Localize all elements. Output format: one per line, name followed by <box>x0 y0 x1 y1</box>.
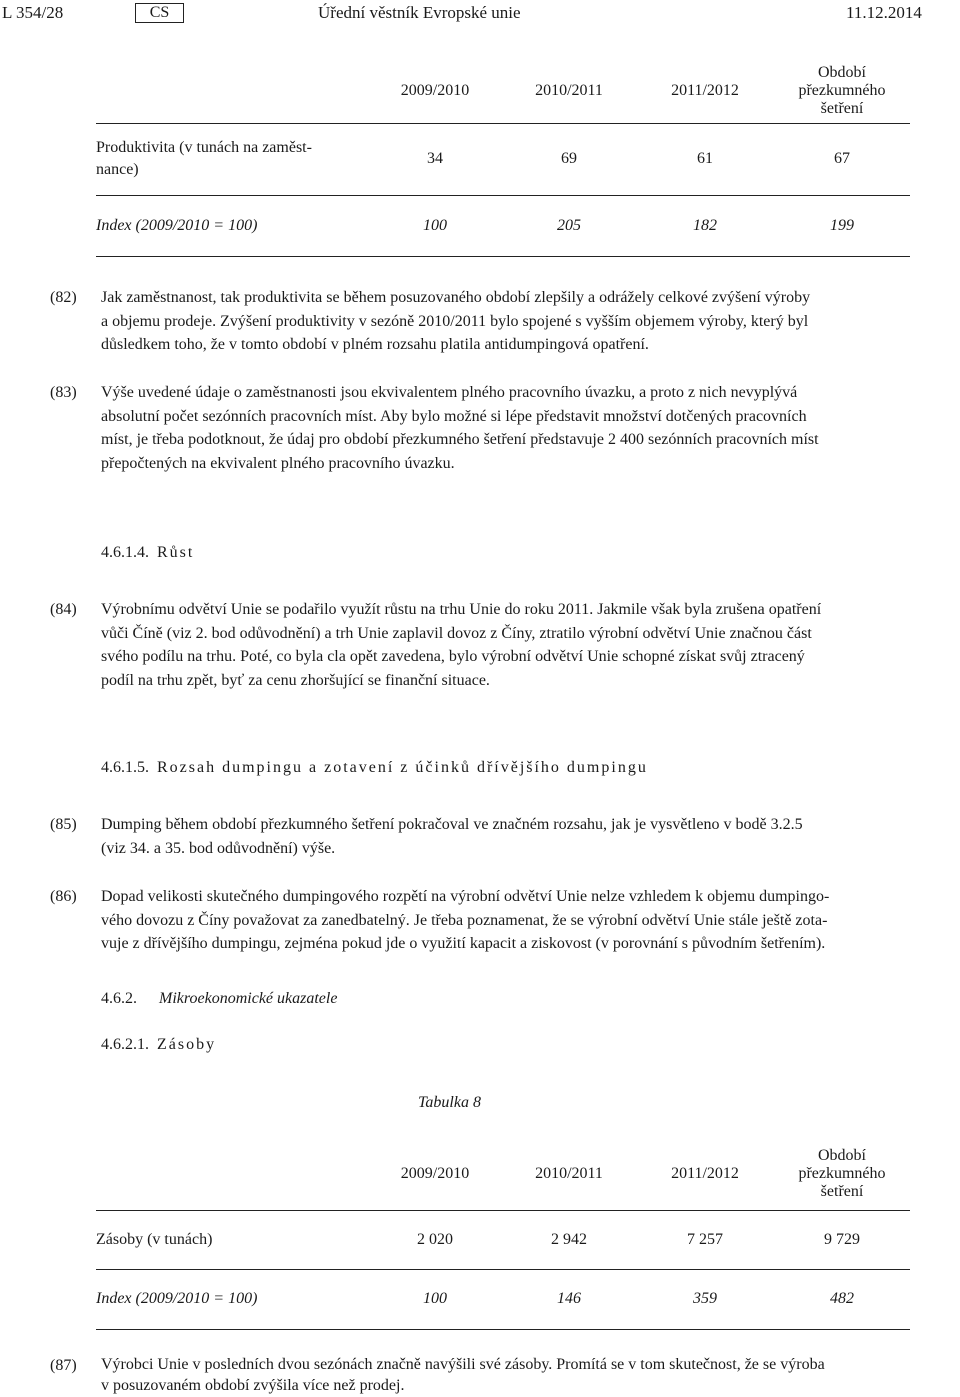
journal-title: Úřední věstník Evropské unie <box>318 3 521 22</box>
paragraph-87 <box>50 1354 910 1396</box>
table-row <box>96 1210 910 1269</box>
table-header-row <box>96 1138 910 1210</box>
section-heading-dumping <box>101 757 648 779</box>
paragraph-text: Dumping během období přezkumného šetření pokračoval ve značném rozsahu, jak je vysvětleno v bodě 3.2.5 (viz 34. a 35. bod odůvodnění) výše. <box>101 816 803 857</box>
table-cell: 205 <box>502 195 636 256</box>
paragraph-number: (83) <box>50 384 77 401</box>
column-header: 2010/2011 <box>502 59 636 123</box>
paragraph-text: Výrobnímu odvětví Unie se podařilo využít růstu na trhu Unie do roku 2011. Jakmile však byla zrušena opatření vůči Číně (viz 2. bod odůvodnění) a trh Unie zaplavil dovoz z Číny, ztratilo výrobní odvětví Unie značnou část svého podílu na trhu. Poté, co byla cla opět zavedena, bylo výrobní odvětví Unie schopné získat svůj ztracený podíl na trhu zpět, byť za cenu zhoršující se finanční situace. <box>101 601 822 689</box>
table-cell: 67 <box>774 123 910 195</box>
table-cell: 9 729 <box>774 1210 910 1269</box>
column-header: 2011/2012 <box>636 59 774 123</box>
section-title: Zásoby <box>157 1036 217 1053</box>
paragraph-number: (85) <box>50 816 77 833</box>
section-number: 4.6.2.1. <box>101 1036 149 1053</box>
section-title: Růst <box>157 544 195 561</box>
row-label: Produktivita (v tunách na zaměst- nance) <box>96 123 368 195</box>
section-number: 4.6.1.5. <box>101 759 149 776</box>
table-cell: 146 <box>502 1269 636 1329</box>
paragraph-83 <box>50 381 910 475</box>
table-cell: 100 <box>368 1269 502 1329</box>
table-caption: Tabulka 8 <box>418 1094 481 1111</box>
paragraph-text: Jak zaměstnanost, tak produktivita se během posuzovaného období zlepšily a odrážely celkové zvýšení výroby a objemu prodeje. Zvýšení produktivity v sezóně 2010/2011 bylo spojené s vyšším objemem výroby, který byl důsledkem toho, že v tomto období v plném rozsahu platila antidumpingová opatření. <box>101 289 811 353</box>
row-label: Index (2009/2010 = 100) <box>96 1269 368 1329</box>
table-row <box>96 1269 910 1329</box>
section-title: Mikroekonomické ukazatele <box>159 990 338 1007</box>
paragraph-82 <box>50 286 910 357</box>
section-heading-microeconomic <box>101 988 337 1010</box>
table-cell: 482 <box>774 1269 910 1329</box>
stocks-table <box>96 1138 910 1330</box>
paragraph-text: Výrobci Unie v posledních dvou sezónách značně navýšili své zásoby. Promítá se v tom skutečnost, že se výroba v posuzovaném období zvýšila více než prodej. <box>101 1356 825 1394</box>
publication-date: 11.12.2014 <box>846 3 922 22</box>
column-header-review-period: Období přezkumného šetření <box>774 59 910 123</box>
column-header-review-period: Období přezkumného šetření <box>774 1138 910 1210</box>
table-cell: 7 257 <box>636 1210 774 1269</box>
table-cell: 199 <box>774 195 910 256</box>
paragraph-text: Výše uvedené údaje o zaměstnanosti jsou ekvivalentem plného pracovního úvazku, a proto z nich nevyplývá absolutní počet sezónních pracovních míst. Aby bylo možné si lépe představit množství dotčených pracovních míst, je třeba podotknout, že údaj pro období přezkumného šetření představuje 2 400 sezónních pracovních míst přepočtených na ekvivalent plného pracovního úvazku. <box>101 384 819 472</box>
column-header: 2011/2012 <box>636 1138 774 1210</box>
column-header: 2010/2011 <box>502 1138 636 1210</box>
table-row <box>96 195 910 256</box>
table-cell: 34 <box>368 123 502 195</box>
section-title: Rozsah dumpingu a zotavení z účinků dřívějšího dumpingu <box>157 759 648 776</box>
language-code-box: CS <box>135 3 184 23</box>
column-header: 2009/2010 <box>368 59 502 123</box>
productivity-table <box>96 59 910 257</box>
table-cell: 100 <box>368 195 502 256</box>
section-number: 4.6.2. <box>101 990 137 1007</box>
paragraph-number: (82) <box>50 289 77 306</box>
table-cell: 182 <box>636 195 774 256</box>
paragraph-text: Dopad velikosti skutečného dumpingového rozpětí na výrobní odvětví Unie nelze vzhledem k objemu dumpingo- vého dovozu z Číny považovat za zanedbatelný. Je třeba poznamenat, že se výrobní odvětví Unie stále ještě zota- vuje z dřívějšího dumpingu, zejména pokud jde o využití kapacit a ziskovost (v porovnání s původním šetřením). <box>101 888 830 952</box>
section-heading-stocks <box>101 1034 216 1056</box>
table-header-row <box>96 59 910 123</box>
section-number: 4.6.1.4. <box>101 544 149 561</box>
table-row <box>96 123 910 195</box>
section-heading-growth <box>101 542 194 564</box>
table-cell: 61 <box>636 123 774 195</box>
paragraph-number: (87) <box>50 1357 77 1374</box>
table-cell: 359 <box>636 1269 774 1329</box>
paragraph-84 <box>50 598 910 692</box>
table-cell: 2 942 <box>502 1210 636 1269</box>
column-header: 2009/2010 <box>368 1138 502 1210</box>
row-label: Index (2009/2010 = 100) <box>96 195 368 256</box>
page-reference: L 354/28 <box>2 3 64 22</box>
paragraph-number: (84) <box>50 601 77 618</box>
table-cell: 2 020 <box>368 1210 502 1269</box>
paragraph-86 <box>50 885 910 956</box>
paragraph-number: (86) <box>50 888 77 905</box>
row-label: Zásoby (v tunách) <box>96 1210 368 1269</box>
table-cell: 69 <box>502 123 636 195</box>
paragraph-85 <box>50 813 910 860</box>
